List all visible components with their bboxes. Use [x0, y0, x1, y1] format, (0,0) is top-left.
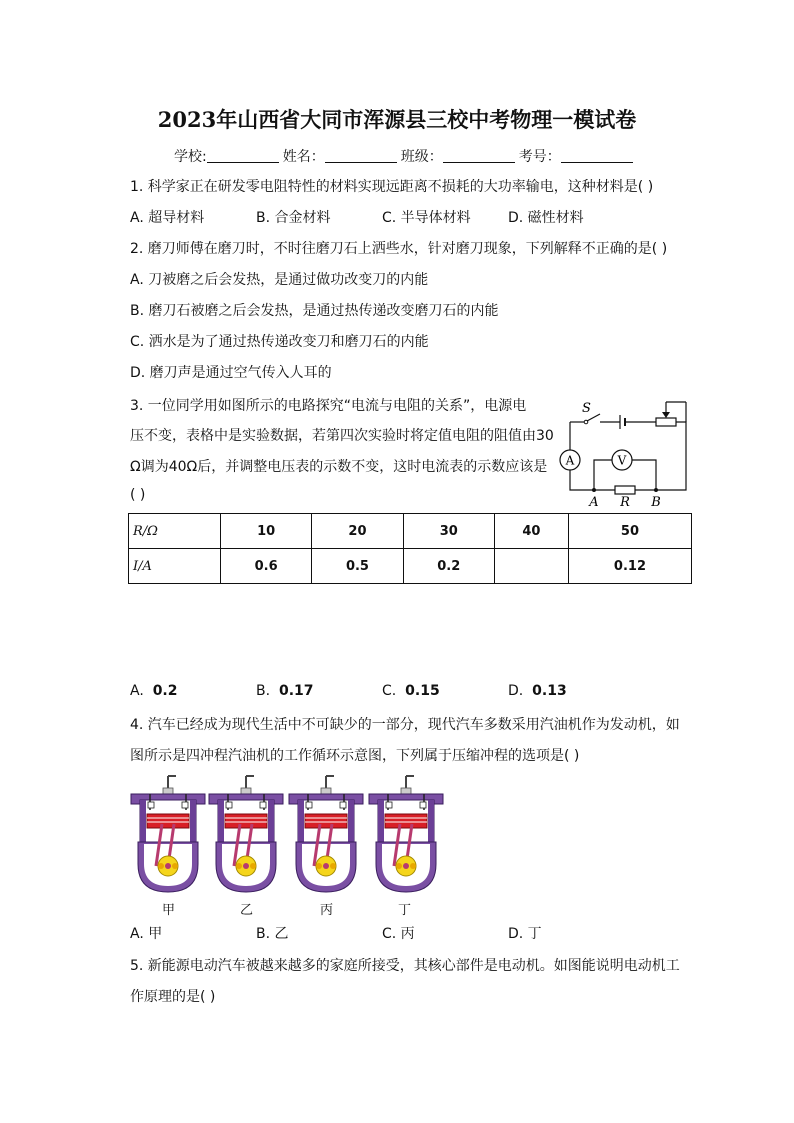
table-cell: 0.12 — [568, 549, 691, 584]
q1-option-c: C. 半导体材料 — [382, 210, 471, 226]
table-cell: 50 — [568, 514, 691, 549]
name-blank[interactable] — [325, 148, 397, 163]
q3-option-a: A. 0.2 — [130, 683, 178, 699]
table-row-header-r: R/Ω — [129, 514, 221, 549]
voltmeter-wire — [594, 460, 612, 490]
q5-line-2: 作原理的是( ) — [130, 989, 216, 1005]
q2-option-b: B. 磨刀石被磨之后会发热，是通过热传递改变磨刀石的内能 — [130, 303, 499, 319]
rheostat-arrow-icon — [662, 412, 670, 418]
table-cell: 30 — [403, 514, 494, 549]
resistor-icon — [615, 486, 635, 494]
engine-ding-icon — [369, 776, 443, 892]
engine-yi-icon — [209, 776, 283, 892]
q1-option-d: D. 磁性材料 — [508, 210, 584, 226]
q1-text: 1. 科学家正在研发零电阻特性的材料实现远距离不损耗的大功率输电，这种材料是( ) — [130, 179, 654, 195]
node-b-dot — [654, 488, 658, 492]
point-a-label: A — [589, 495, 599, 510]
q2-option-c: C. 洒水是为了通过热传递改变刀和磨刀石的内能 — [130, 334, 429, 350]
q3-line-4: ( ) — [130, 487, 146, 503]
table-cell — [494, 549, 568, 584]
q2-text: 2. 磨刀师傅在磨刀时，不时往磨刀石上洒些水，针对磨刀现象，下列解释不正确的是( ) — [130, 241, 668, 257]
id-blank[interactable] — [561, 148, 633, 163]
q1-option-b: B. 合金材料 — [256, 210, 331, 226]
q5-line-1: 5. 新能源电动汽车被越来越多的家庭所接受，其核心部件是电动机。如图能说明电动机工 — [130, 958, 680, 974]
table-row-header-i: I/A — [129, 549, 221, 584]
engine-caption-ding: 丁 — [398, 903, 412, 918]
q3-option-b: B. 0.17 — [256, 683, 314, 699]
node-a-dot — [592, 488, 596, 492]
engine-caption-yi: 乙 — [240, 903, 254, 918]
point-b-label: B — [651, 495, 661, 510]
id-label: 考号： — [518, 149, 561, 165]
table-row — [129, 549, 692, 584]
q4-line-1: 4. 汽车已经成为现代生活中不可缺少的一部分，现代汽车多数采用汽油机作为发动机，如 — [130, 717, 680, 733]
table-row — [129, 514, 692, 549]
circuit-diagram — [548, 398, 698, 510]
table-cell: 0.6 — [221, 549, 312, 584]
rheostat-icon — [656, 418, 676, 426]
voltmeter-label: V — [617, 453, 627, 468]
resistor-label: R — [620, 495, 630, 510]
class-blank[interactable] — [443, 148, 515, 163]
name-label: 姓名： — [282, 149, 325, 165]
q4-option-a: A. 甲 — [130, 926, 163, 942]
q3-option-c: C. 0.15 — [382, 683, 440, 699]
table-cell: 10 — [221, 514, 312, 549]
q4-line-2: 图所示是四冲程汽油机的工作循环示意图，下列属于压缩冲程的选项是( ) — [130, 748, 580, 764]
ammeter-label: A — [565, 453, 575, 468]
q3-option-d: D. 0.13 — [508, 683, 567, 699]
q4-option-d: D. 丁 — [508, 926, 542, 942]
class-label: 班级： — [400, 149, 443, 165]
q4-option-c: C. 丙 — [382, 926, 415, 942]
page-title: 2023年山西省大同市浑源县三校中考物理一模试卷 — [157, 107, 637, 132]
engine-jia-icon — [131, 776, 205, 892]
engine-caption-jia: 甲 — [162, 903, 176, 918]
school-label: 学校: — [174, 149, 207, 165]
q3-data-table — [128, 513, 692, 584]
school-blank[interactable] — [207, 148, 279, 163]
engine-caption-bing: 丙 — [320, 903, 334, 918]
q3-line-2: 压不变，表格中是实验数据，若第四次实验时将定值电阻的阻值由30 — [130, 428, 554, 444]
q2-option-d: D. 磨刀声是通过空气传入人耳的 — [130, 365, 332, 381]
student-info-line — [174, 146, 637, 166]
table-cell: 20 — [312, 514, 403, 549]
q3-line-3: Ω调为40Ω后，并调整电压表的示数不变，这时电流表的示数应该是 — [130, 459, 548, 475]
q4-option-b: B. 乙 — [256, 926, 289, 942]
table-cell: 0.2 — [403, 549, 494, 584]
switch-label: S — [582, 401, 591, 416]
q1-option-a: A. 超导材料 — [130, 210, 205, 226]
q3-line-1: 3. 一位同学用如图所示的电路探究“电流与电阻的关系”，电源电 — [130, 398, 527, 414]
table-cell: 0.5 — [312, 549, 403, 584]
table-cell: 40 — [494, 514, 568, 549]
engine-bing-icon — [289, 776, 363, 892]
engine-diagrams — [128, 774, 448, 898]
q2-option-a: A. 刀被磨之后会发热，是通过做功改变刀的内能 — [130, 272, 429, 288]
